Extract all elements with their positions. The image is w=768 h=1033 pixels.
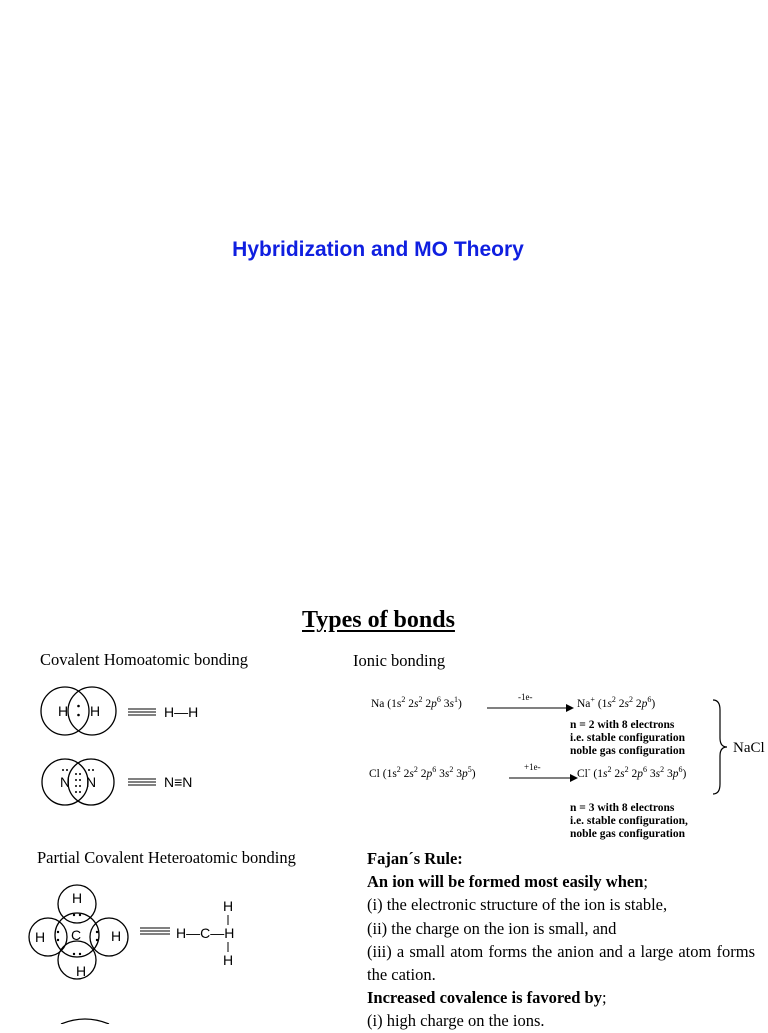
fajan-rule-2: (ii) the charge on the ion is small, and <box>367 918 617 938</box>
fajan-rule-block: Fajan´s Rule: An ion will be formed most easily when; (i) the electronic structure of the ion is stable, (ii) the charge on the ion is small, and (iii) a small atom forms the anion and a large atom forms the cation. Increased covalence is favored by; (i) high charge on the ions. <box>367 847 755 1033</box>
ch4-struct-top: H <box>222 898 234 914</box>
fajan-rule-1: (i) the electronic structure of the ion is stable, <box>367 895 668 915</box>
ch4-bottom-atom: H <box>75 963 87 979</box>
nacl-product: NaCl <box>733 740 765 756</box>
ch4-struct-row: H—C—H <box>176 925 235 941</box>
partial-covalent-label: Partial Covalent Heteroatomic bonding <box>37 848 296 867</box>
n2-left-atom: N <box>59 774 71 790</box>
h2-electron <box>77 705 80 708</box>
arrow2-label: +1e- <box>524 762 541 772</box>
cl-electron-config: Cl ($1s^2$ $2s^2$ $2p^6$ $3s^2$ $3p^5$) <box>369 765 476 780</box>
cl-note: n = 3 with 8 electrons i.e. stable configuration, noble gas configuration <box>570 802 688 840</box>
ch4-diagram <box>24 880 264 990</box>
ch4-top-atom: H <box>71 890 83 906</box>
na-note: n = 2 with 8 electrons i.e. stable configuration noble gas configuration <box>570 719 686 757</box>
h2-diagram <box>30 680 230 740</box>
page-title: Hybridization and MO Theory <box>232 238 524 261</box>
arrow1-label: -1e- <box>518 692 533 702</box>
h2-electron <box>77 714 80 717</box>
n2-diagram <box>30 754 230 810</box>
h2-left-atom: H <box>57 703 69 719</box>
ch4-center-atom: C <box>70 927 82 943</box>
section-heading: Types of bonds <box>302 607 455 633</box>
cl-ion-config: Cl- ($1s^2$ $2s^2$ $2p^6$ $3s^2$ $3p^6$) <box>577 765 687 780</box>
ch4-left-atom: H <box>34 929 46 945</box>
ionic-bonding-label: Ionic bonding <box>353 651 446 670</box>
n2-right-atom: N <box>85 774 97 790</box>
fajan-heading: Fajan´s Rule: <box>367 849 463 868</box>
ch4-right-atom: H <box>110 928 122 944</box>
arrow-electron-gain <box>508 764 580 784</box>
covalence-rule-1: (i) high charge on the ions. <box>367 1011 545 1031</box>
na-electron-config: Na ($1s^2$ $2s^2$ $2p^6$ $3s^1$) <box>371 695 462 710</box>
n2-structural-formula: N≡N <box>164 774 193 790</box>
partial-diagram <box>55 1012 115 1024</box>
brace-icon <box>710 698 732 796</box>
h2-structural-formula: H—H <box>164 704 199 720</box>
fajan-rule-3: (iii) a small atom forms the anion and a large atom forms the cation. <box>367 941 755 985</box>
h2-right-atom: H <box>89 703 101 719</box>
covalent-homoatomic-label: Covalent Homoatomic bonding <box>40 650 249 669</box>
na-ion-config: Na+ ($1s^2$ $2s^2$ $2p^6$) <box>577 695 656 710</box>
covalence-heading: Increased covalence is favored by <box>367 988 602 1008</box>
fajan-subheading: An ion will be formed most easily when <box>367 872 644 892</box>
ch4-struct-bottom: H <box>222 952 234 968</box>
